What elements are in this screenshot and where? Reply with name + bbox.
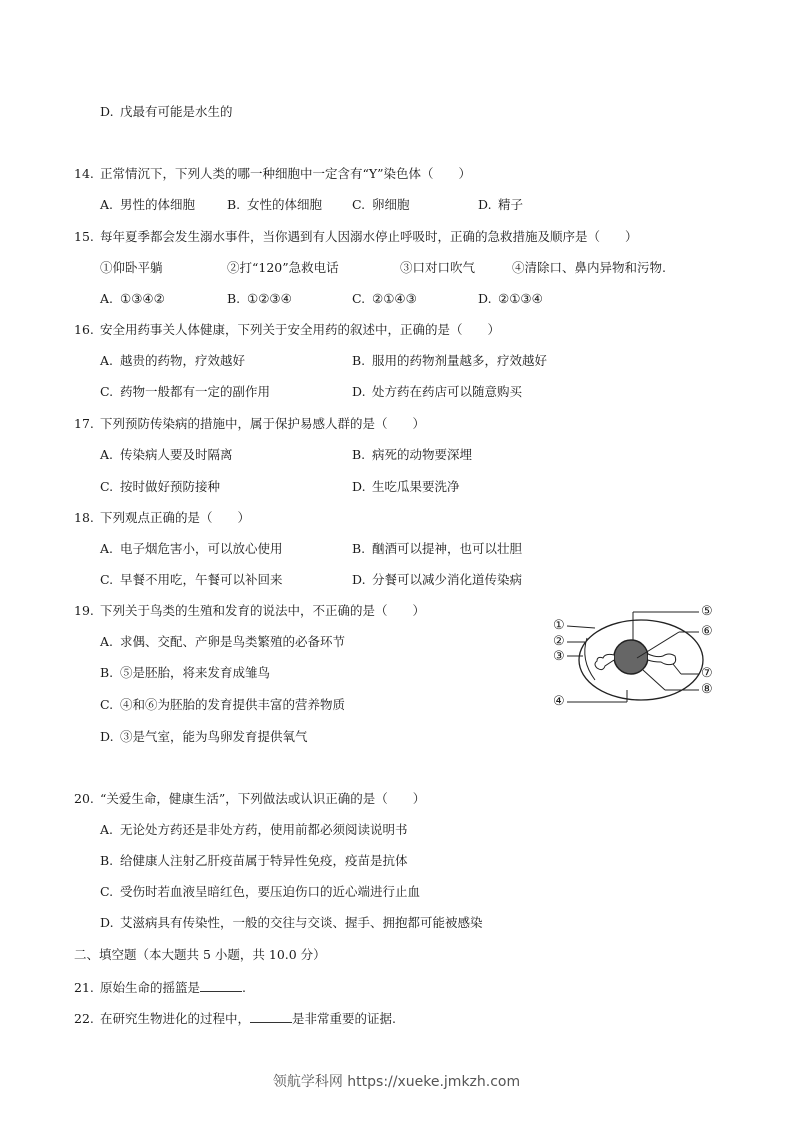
- option-label: D.: [478, 291, 492, 306]
- diagram-label-2: ②: [553, 634, 565, 649]
- question-text: “关爱生命，健康生活”，下列做法或认识正确的是（ ）: [100, 791, 426, 806]
- diagram-label-3: ③: [553, 649, 565, 664]
- option-label: B.: [352, 541, 366, 556]
- option-label: A.: [100, 353, 114, 368]
- q20-stem: [74, 791, 425, 807]
- option-text: 戊最有可能是水生的: [120, 104, 233, 119]
- q14-stem: [74, 166, 471, 182]
- option-text: 处方药在药店可以随意购买: [372, 384, 523, 399]
- option-text: 传染病人要及时隔离: [120, 447, 233, 462]
- option-label: A.: [100, 447, 114, 462]
- option-text: ③是气室，能为鸟卵发育提供氧气: [120, 729, 308, 744]
- question-text: 下列预防传染病的措施中，属于保护易感人群的是（ ）: [100, 416, 426, 431]
- option-text: ②①③④: [498, 291, 543, 306]
- q17-option-d: [352, 479, 460, 495]
- q17-option-b: [352, 447, 472, 463]
- question-number: 18.: [74, 510, 94, 525]
- option-label: B.: [352, 447, 366, 462]
- option-text: 越贵的药物，疗效越好: [120, 353, 246, 368]
- q16-option-a: [100, 353, 245, 369]
- question-text: 正常情沉下，下列人类的哪一种细胞中一定含有“Y”染色体（ ）: [100, 166, 472, 181]
- option-text: 无论处方药还是非处方药，使用前都必须阅读说明书: [120, 822, 408, 837]
- question-number: 15.: [74, 229, 94, 244]
- diagram-label-6: ⑥: [701, 624, 713, 639]
- question-text: 在研究生物进化的过程中，: [100, 1011, 251, 1026]
- option-label: C.: [100, 384, 114, 399]
- option-text: 受伤时若血液呈暗红色，要压迫伤口的近心端进行止血: [120, 884, 421, 899]
- q15-stem: [74, 229, 638, 245]
- option-label: D.: [100, 729, 114, 744]
- q13-option-d: [100, 104, 233, 120]
- q19-option-c: [100, 697, 345, 713]
- q16-option-d: [352, 384, 522, 400]
- option-label: C.: [352, 197, 366, 212]
- question-number: 16.: [74, 322, 94, 337]
- q21: [74, 979, 246, 996]
- q14-option-c: [352, 197, 410, 213]
- option-label: D.: [352, 572, 366, 587]
- option-text: ①②③④: [247, 291, 292, 306]
- option-text: 给健康人注射乙肝疫苗属于特异性免疫，疫苗是抗体: [120, 853, 408, 868]
- option-text: 药物一般都有一定的副作用: [120, 384, 271, 399]
- answer-blank[interactable]: [200, 979, 242, 992]
- q15-step-4: ④清除口、鼻内异物和污物.: [512, 260, 666, 275]
- option-label: A.: [100, 291, 114, 306]
- question-number: 22.: [74, 1011, 94, 1026]
- bird-egg-diagram: [545, 598, 735, 718]
- option-label: B.: [352, 353, 366, 368]
- question-number: 21.: [74, 980, 94, 995]
- option-text: 求偶、交配、产卵是鸟类繁殖的必备环节: [120, 634, 346, 649]
- q15-option-a: [100, 291, 165, 307]
- q15-option-c: [352, 291, 417, 307]
- option-label: C.: [352, 291, 366, 306]
- q16-stem: [74, 322, 500, 338]
- option-label: D.: [100, 915, 114, 930]
- option-label: A.: [100, 634, 114, 649]
- q19-option-d: [100, 729, 308, 745]
- option-label: D.: [352, 384, 366, 399]
- diagram-label-7: ⑦: [701, 666, 713, 681]
- option-text: 按时做好预防接种: [120, 479, 221, 494]
- section2-heading: 二、填空题（本大题共 5 小题，共 10.0 分）: [74, 947, 326, 962]
- q15-option-d: [478, 291, 543, 307]
- option-text: ②①④③: [372, 291, 417, 306]
- q17-option-a: [100, 447, 233, 463]
- diagram-label-4: ④: [553, 694, 565, 709]
- option-label: B.: [100, 665, 114, 680]
- question-number: 17.: [74, 416, 94, 431]
- diagram-label-5: ⑤: [701, 604, 713, 619]
- question-text: 下列观点正确的是（ ）: [100, 510, 251, 525]
- option-text: 服用的药物剂量越多，疗效越好: [372, 353, 548, 368]
- q18-option-b: [352, 541, 522, 557]
- q14-option-b: [227, 197, 322, 213]
- q20-option-b: [100, 853, 408, 869]
- q19-stem: [74, 603, 425, 619]
- q19-option-b: [100, 665, 270, 681]
- question-number: 19.: [74, 603, 94, 618]
- question-number: 20.: [74, 791, 94, 806]
- option-text: 酗酒可以提神，也可以壮胆: [372, 541, 523, 556]
- q20-option-a: [100, 822, 408, 838]
- option-text: 早餐不用吃，午餐可以补回来: [120, 572, 283, 587]
- footer-watermark: 领航学科网 https://xueke.jmkzh.com: [272, 1074, 521, 1090]
- question-text-end: .: [242, 980, 246, 995]
- question-text: 每年夏季都会发生溺水事件，当你遇到有人因溺水停止呼吸时，正确的急救措施及顺序是（ ）: [100, 229, 638, 244]
- option-label: C.: [100, 479, 114, 494]
- q16-option-c: [100, 384, 270, 400]
- q18-option-a: [100, 541, 283, 557]
- q19-option-a: [100, 634, 345, 650]
- q18-option-c: [100, 572, 283, 588]
- q18-option-d: [352, 572, 522, 588]
- q15-step-1: ①仰卧平躺: [100, 260, 163, 275]
- option-text: 男性的体细胞: [120, 197, 196, 212]
- question-text: 安全用药事关人体健康，下列关于安全用药的叙述中，正确的是（ ）: [100, 322, 501, 337]
- option-label: D.: [478, 197, 492, 212]
- option-label: B.: [227, 197, 241, 212]
- option-label: D.: [352, 479, 366, 494]
- q20-option-d: [100, 915, 483, 931]
- q14-option-a: [100, 197, 195, 213]
- q14-option-d: [478, 197, 523, 213]
- q17-stem: [74, 416, 425, 432]
- question-text: 原始生命的摇篮是: [100, 980, 201, 995]
- diagram-label-8: ⑧: [701, 682, 713, 697]
- option-text: ④和⑥为胚胎的发育提供丰富的营养物质: [120, 697, 346, 712]
- option-label: C.: [100, 572, 114, 587]
- q15-step-3: ③口对口吹气: [400, 260, 476, 275]
- option-label: A.: [100, 541, 114, 556]
- q17-option-c: [100, 479, 220, 495]
- option-text: 电子烟危害小，可以放心使用: [120, 541, 283, 556]
- question-number: 14.: [74, 166, 94, 181]
- option-label: A.: [100, 822, 114, 837]
- q15-option-b: [227, 291, 292, 307]
- option-text: 艾滋病具有传染性，一般的交往与交谈、握手、拥抱都可能被感染: [120, 915, 483, 930]
- option-text: 病死的动物要深埋: [372, 447, 473, 462]
- option-label: A.: [100, 197, 114, 212]
- option-label: C.: [100, 697, 114, 712]
- diagram-label-1: ①: [553, 618, 565, 633]
- option-label: B.: [227, 291, 241, 306]
- q22: [74, 1010, 396, 1027]
- answer-blank[interactable]: [250, 1010, 292, 1023]
- option-text: ⑤是胚胎，将来发育成雏鸟: [120, 665, 271, 680]
- option-text: 生吃瓜果要洗净: [372, 479, 460, 494]
- option-label: B.: [100, 853, 114, 868]
- question-text-end: 是非常重要的证据.: [292, 1011, 396, 1026]
- question-text: 下列关于鸟类的生殖和发育的说法中，不正确的是（ ）: [100, 603, 426, 618]
- option-text: 分餐可以减少消化道传染病: [372, 572, 523, 587]
- option-text: ①③④②: [120, 291, 165, 306]
- option-label: C.: [100, 884, 114, 899]
- q20-option-c: [100, 884, 420, 900]
- option-text: 卵细胞: [372, 197, 410, 212]
- option-text: 女性的体细胞: [247, 197, 323, 212]
- q15-step-2: ②打“120”急救电话: [227, 260, 339, 275]
- option-text: 精子: [498, 197, 524, 212]
- q16-option-b: [352, 353, 547, 369]
- option-label: D.: [100, 104, 114, 119]
- q18-stem: [74, 510, 250, 526]
